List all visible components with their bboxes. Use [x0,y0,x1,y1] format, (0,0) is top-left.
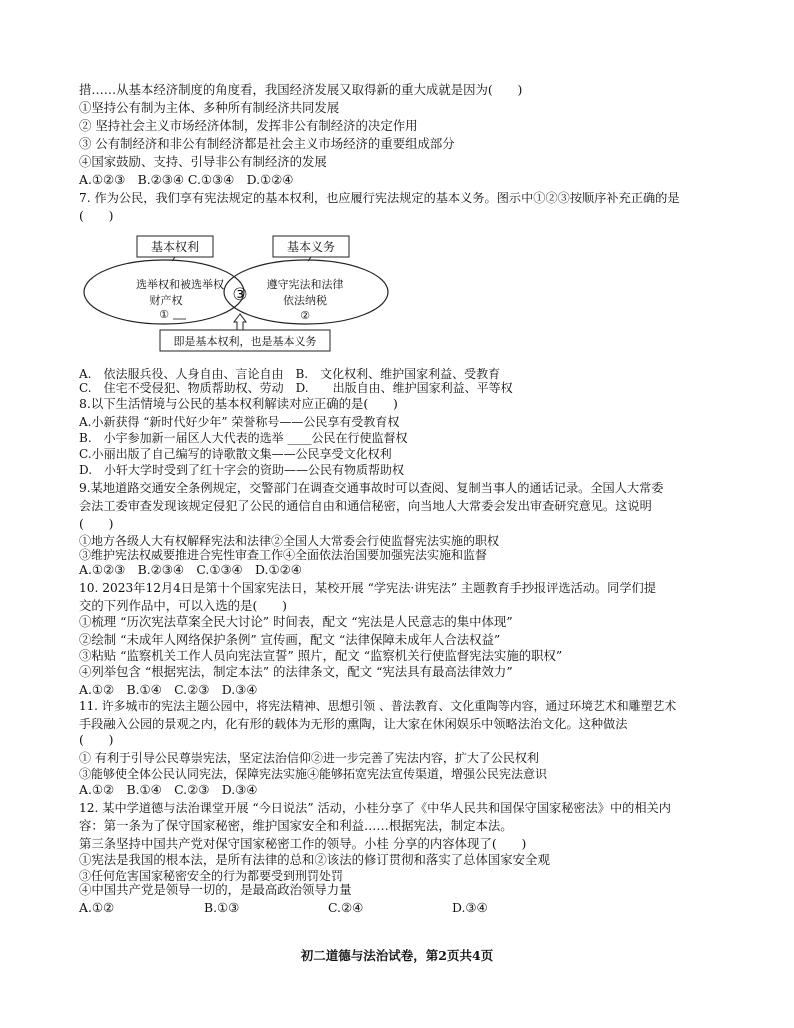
q12-choice-b: B.①③ [204,900,240,915]
q10-choices: A.①② B.①④ C.②③ D.③④ [79,682,258,697]
q12-option-3: ③任何危害国家秘密安全的行为都要受到刑罚处罚 [79,869,344,883]
q12-stem-2: 容：第一条为了保守国家秘密，维护国家安全和利益……根据宪法，制定本法。 [79,818,513,833]
q7-stem-paren: ( ) [79,208,114,223]
q10-option-1: ①梳理 “历次宪法草案全民大讨论” 时间表，配文 “宪法是人民意志的集中体现” [79,614,513,629]
q11-choices: A.①② B.①④ C.②③ D.③④ [79,782,258,797]
q6-option-2: ② 坚持社会主义市场经济体制，发挥非公有制经济的决定作用 [79,118,418,133]
q6-option-4: ④国家鼓励、支持、引导非公有制经济的发展 [79,154,327,169]
blank-marker-3: ③ [232,285,248,305]
both-box-label: 即是基本权利，也是基本义务 [173,335,317,348]
q6-option-1: ①坚持公有制为主体、多种所有制经济共同发展 [79,100,340,115]
left-item-2: 财产权 [149,294,183,307]
q9-stem-1: 9.某地道路交通安全条例规定，交警部门在调查交通事故时可以查阅、复制当事人的通话记录。全国人大常委 [79,481,664,495]
q9-choices: A.①②③ B.②③④ C.①③④ D.①②④ [79,562,302,577]
duties-box-label: 基本义务 [286,240,336,254]
q7-options-cd: C. 住宅不受侵犯、物质帮助权、劳动 D. 出版自由、维护国家利益、平等权 [79,381,513,395]
q8-option-b: B. 小宇参加新一届区人大代表的选举 ____公民在行使监督权 [79,431,408,445]
q11-option-12: ① 有利于引导公民尊崇宪法，坚定法治信仰②进一步完善了宪法内容，扩大了公民权利 [79,751,539,765]
blank-marker-1: ① [159,308,169,321]
rights-box-label: 基本权利 [150,240,200,254]
q12-choice-d: D.③④ [452,900,488,915]
q12-choice-c: C.②④ [328,900,364,915]
q10-stem-1: 10. 2023年12月4日是第十个国家宪法日，某校开展 “学宪法·讲宪法” 主题教育手抄报评选活动。同学们提 [79,581,656,595]
q11-option-34: ③能够使全体公民认同宪法，保障宪法实施④能够拓宽宪法宣传渠道，增强公民宪法意识 [79,767,548,781]
page-footer: 初二道德与法治试卷，第2页共4页 [300,948,494,963]
q10-stem-2: 交的下列作品中，可以入选的是( ) [79,598,287,613]
q9-stem-2: 会法工委审查发现该规定侵犯了公民的通信自由和通信秘密，向当地人大常委会发出审查研究意见。这说明 [79,499,652,513]
left-item-1: 选举权和被选举权 [136,278,224,291]
q11-stem-3: ( ) [79,732,114,747]
q12-choice-a: A.①② [79,900,115,915]
q7-stem: 7. 作为公民，我们享有宪法规定的基本权利，也应履行宪法规定的基本义务。图示中①②③按顺序补充正确的是 [79,191,680,205]
right-item-1: 遵守宪法和法律 [266,278,344,291]
q9-stem-3: ( ) [79,516,114,531]
q8-option-a: A.小新获得 “新时代好少年” 荣誉称号——公民享有受教育权 [79,415,400,429]
q9-option-34: ③维护宪法权威要推进合宪性审查工作④全面依法治国要加强宪法实施和监督 [79,548,488,562]
q12-option-4: ④中国共产党是领导一切的，是最高政治领导力量 [79,882,352,897]
q9-option-12: ①地方各级人大有权解释宪法和法律②全国人大常委会行使监督宪法实施的职权 [79,534,500,548]
q10-option-4: ④列举包含 “根据宪法，制定本法” 的法律条文，配文 “宪法具有最高法律效力” [79,664,513,679]
right-item-2: 依法纳税 [283,294,327,307]
q7-options-ab: A. 依法服兵役、人身自由、言论自由 B. 文化权利、维护国家利益、受教育 [79,367,501,381]
rights-duties-diagram [80,234,400,356]
q12-stem-1: 12. 某中学道德与法治课堂开展 “今日说法” 活动，小桂分享了《中华人民共和国保守国家秘密法》中的相关内 [79,801,671,815]
q10-option-3: ③粘贴 “监察机关工作人员向宪法宣誓” 照片，配文 “监察机关行使监督宪法实施的职权” [79,648,563,663]
up-arrow-icon [234,314,246,330]
q6-option-3: ③ 公有制经济和非公有制经济都是社会主义市场经济的重要组成部分 [79,136,455,151]
q8-option-d: D. 小轩大学时受到了红十字会的资助——公民有物质帮助权 [79,463,405,477]
q8-stem: 8.以下生活情境与公民的基本权利解读对应正确的是( ) [79,396,398,411]
q11-stem-2: 手段融入公园的景观之内，化有形的载体为无形的熏陶，让大家在休闲娱乐中领略法治文化。这种做法 [79,717,628,731]
q10-option-2: ②绘制 “未成年人网络保护条例” 宣传画，配文 “法律保障未成年人合法权益” [79,632,501,647]
q6-choices: A.①②③ B.②③④ C.①③④ D.①②④ [79,172,294,187]
blank-marker-2: ② [300,309,310,322]
q12-option-12: ①宪法是我国的根本法，是所有法律的总和②该法的修订贯彻和落实了总体国家安全观 [79,852,550,867]
q12-stem-3: 第三条坚持中国共产党对保守国家秘密工作的领导。小桂 分享的内容体现了( ) [79,836,527,851]
q11-stem-1: 11. 许多城市的宪法主题公园中，将宪法精神、思想引领 、普法教育、文化重陶等内容，通过环境艺术和雕塑艺术 [79,699,677,713]
q6-stem: 措……从基本经济制度的角度看，我国经济发展又取得新的重大成就是因为( ) [79,82,523,97]
q8-option-c: C.小丽出版了自己编写的诗歌散文集——公民享受文化权利 [79,447,392,461]
